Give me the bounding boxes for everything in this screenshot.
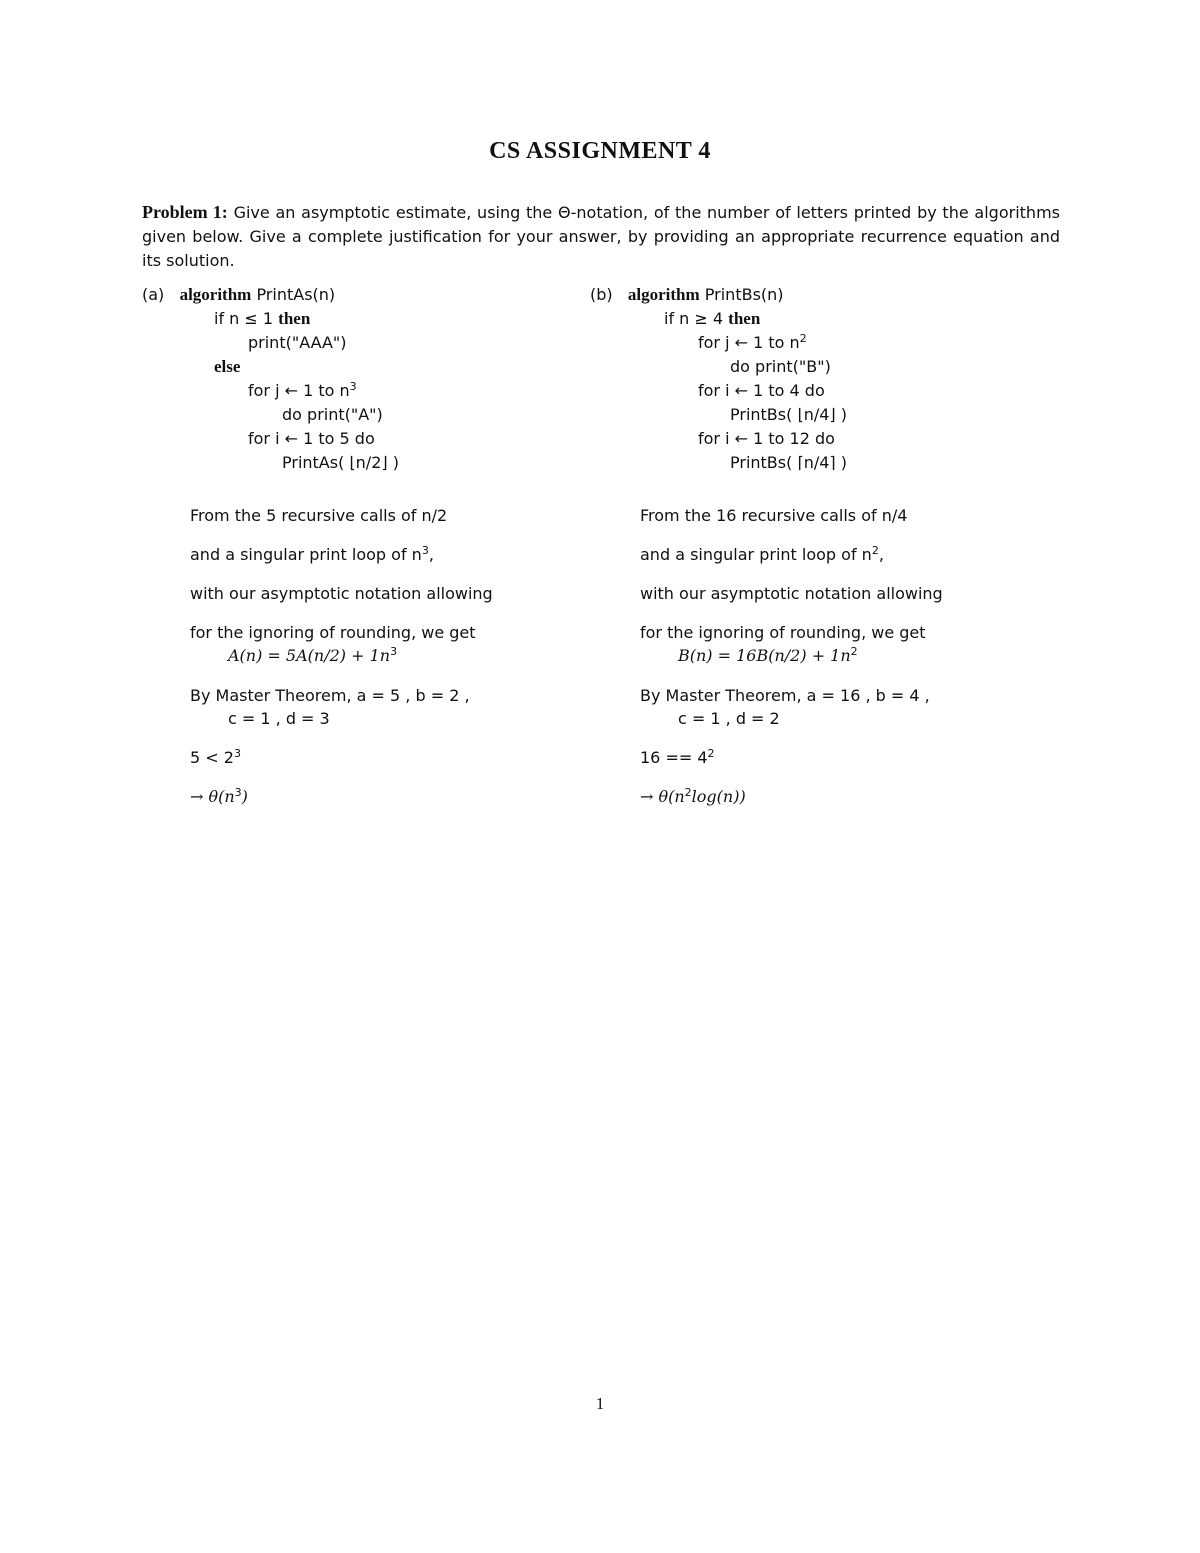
- code-line: PrintBs( ⌊n/4⌋ ): [730, 405, 847, 424]
- result: → $\theta(n^3)$: [190, 786, 248, 806]
- master-theorem-line: c = 1 , d = 3: [228, 709, 330, 728]
- else-keyword: else: [214, 357, 241, 376]
- master-theorem-line: c = 1 , d = 2: [678, 709, 780, 728]
- code-line: for j ← 1 to $n^3$: [248, 380, 357, 400]
- solution-line: and a singular print loop of $n^2$,: [640, 544, 884, 564]
- solution-line: for the ignoring of rounding, we get: [640, 623, 926, 642]
- code-line: for j ← 1 to $n^2$: [698, 332, 807, 352]
- result: → $\theta(n^2\log(n))$: [640, 786, 746, 806]
- code-line: [664, 307, 760, 331]
- code-if: if n ≥ 4: [664, 309, 724, 328]
- code-line: for i ← 1 to 4 do: [698, 381, 825, 400]
- algorithm-name: PrintBs(n): [704, 285, 784, 304]
- then-keyword: then: [278, 309, 311, 328]
- algorithm-keyword: algorithm: [627, 285, 700, 304]
- code-line: PrintBs( ⌈n/4⌉ ): [730, 453, 847, 472]
- problem-text: Give an asymptotic estimate, using the Θ-notation, of the number of letters printed by the algorithms given below. Give a complete justification for your answer, by providing an appropriate recurrence equation and its solution.: [142, 203, 1060, 270]
- master-theorem-line: By Master Theorem, a = 5 , b = 2 ,: [190, 686, 470, 705]
- comparison: $5 < 2^3$: [190, 747, 241, 767]
- solution-line: with our asymptotic notation allowing: [640, 584, 943, 603]
- then-keyword: then: [728, 309, 761, 328]
- solution-line: and a singular print loop of $n^3$,: [190, 544, 434, 564]
- algorithm-keyword: algorithm: [179, 285, 252, 304]
- solution-line: From the 5 recursive calls of n/2: [190, 506, 448, 525]
- algorithm-name: PrintAs(n): [256, 285, 336, 304]
- solution-line: for the ignoring of rounding, we get: [190, 623, 476, 642]
- part-a-label: (a): [142, 285, 165, 304]
- code-line: for i ← 1 to 5 do: [248, 429, 375, 448]
- algorithm-header-b: [590, 283, 784, 307]
- code-line: print("AAA"): [248, 333, 347, 352]
- recurrence-equation: $A(n) = 5A(n/2) + 1n^3$: [228, 645, 398, 665]
- code-if: if n ≤ 1: [214, 309, 274, 328]
- comparison: $16 == 4^2$: [640, 747, 715, 767]
- page-title: CS ASSIGNMENT 4: [489, 138, 711, 164]
- solution-line: with our asymptotic notation allowing: [190, 584, 493, 603]
- recurrence-equation: $B(n) = 16B(n/2) + 1n^2$: [678, 645, 858, 665]
- problem-statement: [142, 200, 1060, 273]
- master-theorem-line: By Master Theorem, a = 16 , b = 4 ,: [640, 686, 930, 705]
- page-number: 1: [595, 1394, 605, 1413]
- part-b-label: (b): [590, 285, 613, 304]
- problem-label: Problem 1:: [142, 202, 228, 222]
- code-line: for i ← 1 to 12 do: [698, 429, 835, 448]
- solution-line: From the 16 recursive calls of n/4: [640, 506, 908, 525]
- code-line: do print("A"): [282, 405, 383, 424]
- code-line: [214, 307, 310, 331]
- algorithm-header-a: [142, 283, 335, 307]
- code-line: do print("B"): [730, 357, 831, 376]
- code-line: PrintAs( ⌊n/2⌋ ): [282, 453, 399, 472]
